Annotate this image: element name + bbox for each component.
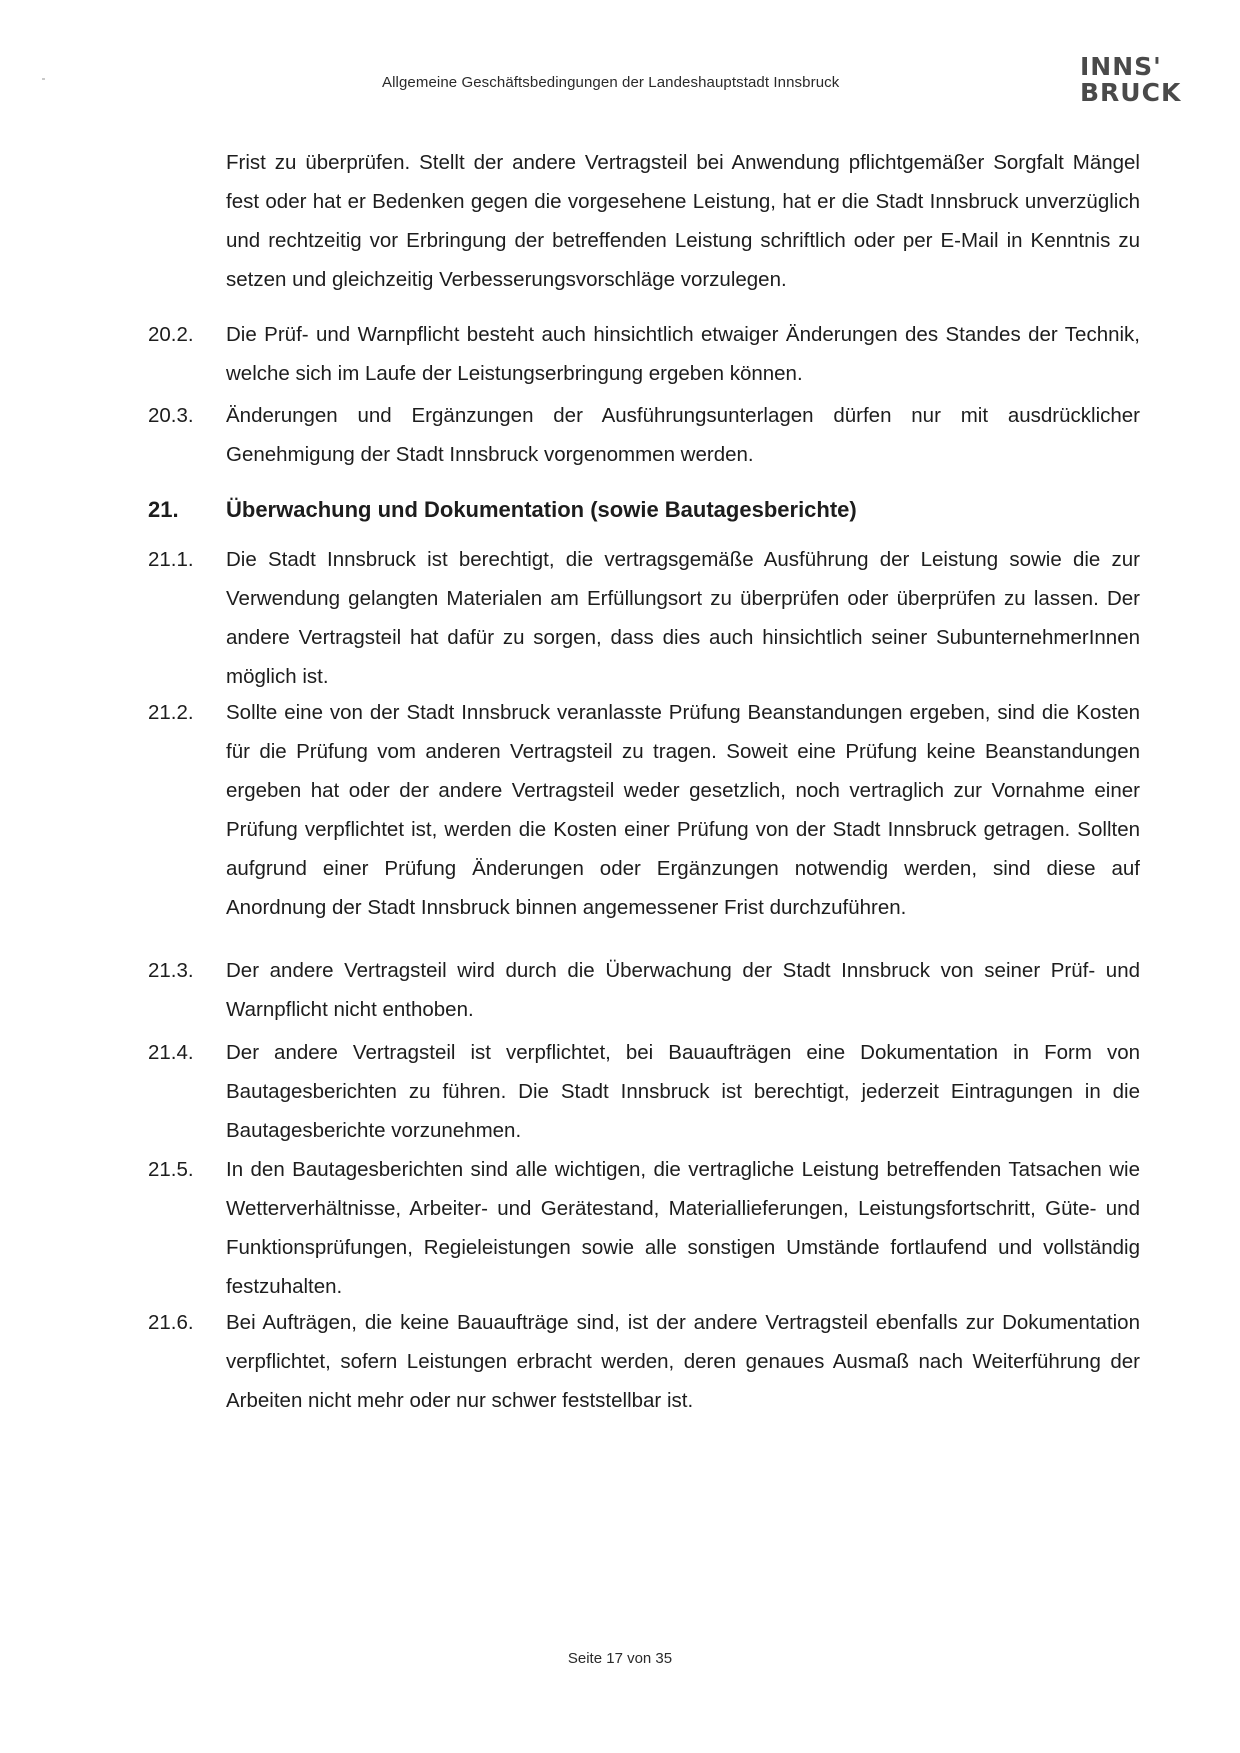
section-number: 21. [148, 497, 179, 522]
logo-line-1: INNS' [1080, 52, 1162, 81]
paragraph-number: 20.2. [148, 323, 194, 346]
paragraph-text: Bei Aufträgen, die keine Bauaufträge sind, ist der andere Vertragsteil ebenfalls zur Dokumentation verpflichtet, sofern Leistungen erbracht werden, deren genaues Ausmaß nach Weiterführung der Arbeiten nicht mehr oder nur schwer feststellbar ist. [226, 1311, 1140, 1412]
page-number-footer: Seite 17 von 35 [567, 1650, 673, 1667]
paragraph-number: 21.2. [148, 701, 194, 724]
section-title: Überwachung und Dokumentation (sowie Bautagesberichte) [226, 497, 857, 522]
innsbruck-logo [1080, 52, 1182, 107]
paragraph-text: Der andere Vertragsteil ist verpflichtet, bei Bauaufträgen eine Dokumentation in Form von Bautagesberichten zu führen. Die Stadt Innsbruck ist berechtigt, jederzeit Eintragungen in die Bautagesberichte vorzunehmen. [226, 1041, 1140, 1142]
paragraph-number: 21.6. [148, 1311, 194, 1334]
paragraph-text: Sollte eine von der Stadt Innsbruck veranlasste Prüfung Beanstandungen ergeben, sind die Kosten für die Prüfung vom anderen Vertragsteil zu tragen. Soweit eine Prüfung keine Beanstandungen ergeben hat oder der andere Vertragsteil weder gesetzlich, noch vertraglich zur Vornahme einer Prüfung verpflichtet ist, werden die Kosten einer Prüfung von der Stadt Innsbruck getragen. Sollten aufgrund einer Prüfung Änderungen oder Ergänzungen notwendig werden, sind diese auf Anordnung der Stadt Innsbruck binnen angemessener Frist durchzuführen. [226, 701, 1140, 919]
document-header-title: Allgemeine Geschäftsbedingungen der Landeshauptstadt Innsbruck [382, 74, 840, 91]
paragraph-text: Die Stadt Innsbruck ist berechtigt, die vertragsgemäße Ausführung der Leistung sowie die zur Verwendung gelangten Materialen am Erfüllungsort zu überprüfen oder überprüfen zu lassen. Der andere Vertragsteil hat dafür zu sorgen, dass dies auch hinsichtlich seiner SubunternehmerInnen möglich ist. [226, 548, 1140, 688]
paragraph-text: Der andere Vertragsteil wird durch die Überwachung der Stadt Innsbruck von seiner Prüf- und Warnpflicht nicht enthoben. [226, 959, 1140, 1021]
paragraph-number: 21.1. [148, 548, 194, 571]
paragraph-number: 20.3. [148, 404, 194, 427]
scan-artifact [42, 78, 45, 80]
paragraph-number: 21.5. [148, 1158, 194, 1181]
paragraph-number: 21.4. [148, 1041, 194, 1064]
paragraph-number: 21.3. [148, 959, 194, 982]
paragraph-text: Änderungen und Ergänzungen der Ausführungsunterlagen dürfen nur mit ausdrücklicher Genehmigung der Stadt Innsbruck vorgenommen werden. [226, 404, 1140, 466]
paragraph-text: Frist zu überprüfen. Stellt der andere Vertragsteil bei Anwendung pflichtgemäßer Sorgfalt Mängel fest oder hat er Bedenken gegen die vorgesehene Leistung, hat er die Stadt Innsbruck unverzüglich und rechtzeitig vor Erbringung der betreffenden Leistung schriftlich oder per E-Mail in Kenntnis zu setzen und gleichzeitig Verbesserungsvorschläge vorzulegen. [226, 151, 1140, 291]
logo-line-2: BRUCK [1080, 78, 1182, 107]
paragraph-text: In den Bautagesberichten sind alle wichtigen, die vertragliche Leistung betreffenden Tatsachen wie Wetterverhältnisse, Arbeiter- und Gerätestand, Materiallieferungen, Leistungsfortschritt, Güte- und Funktionsprüfungen, Regieleistungen sowie alle sonstigen Umstände fortlaufend und vollständig festzuhalten. [226, 1158, 1140, 1298]
paragraph-text: Die Prüf- und Warnpflicht besteht auch hinsichtlich etwaiger Änderungen des Standes der Technik, welche sich im Laufe der Leistungserbringung ergeben können. [226, 323, 1140, 385]
